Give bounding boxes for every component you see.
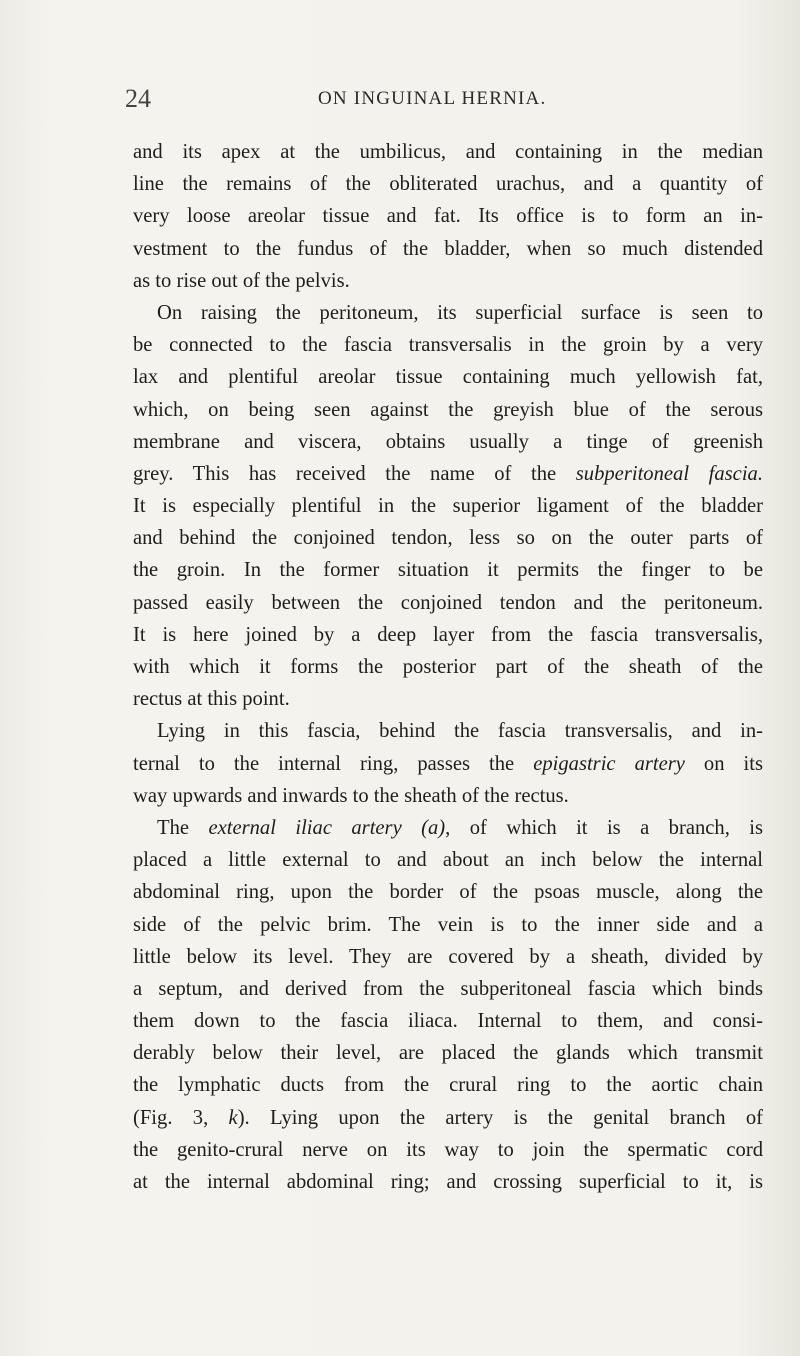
text-line: side of the pelvic brim. The vein is to the inner side and a [133, 913, 763, 936]
text-line: which, on being seen against the greyish blue of the serous [133, 398, 763, 421]
text-line: placed a little external to and about an inch below the internal [133, 849, 763, 872]
running-head: ON INGUINAL HERNIA. [318, 88, 547, 109]
text-line: be connected to the fascia transversalis in the groin by a very [133, 334, 763, 357]
text-line: very loose areolar tissue and fat. Its office is to form an in- [133, 205, 763, 228]
text-line: lax and plentiful areolar tissue containing much yellowish fat, [133, 366, 763, 389]
italic-figure-ref-k: k [228, 1106, 238, 1129]
page-number: 24 [125, 84, 151, 113]
text-line-mixed [133, 748, 763, 780]
text-line: On raising the peritoneum, its superficial surface is seen to [157, 301, 763, 324]
text-line: with which it forms the posterior part of the sheath of the [133, 656, 763, 678]
text-segment: ). Lying upon the artery is the genital branch of [237, 1106, 763, 1129]
text-segment: grey. This has received the name of the [133, 462, 576, 485]
text-line: a septum, and derived from the subperitoneal fascia which binds [133, 977, 763, 1000]
italic-term-external-iliac-artery: external iliac artery [208, 816, 402, 839]
text-line: and its apex at the umbilicus, and containing in the median [133, 141, 763, 163]
text-line: vestment to the fundus of the bladder, when so much distended [133, 237, 763, 260]
text-line-mixed [133, 458, 763, 490]
text-line: derably below their level, are placed the glands which transmit [133, 1042, 763, 1065]
text-segment: ternal to the internal ring, passes the [133, 752, 534, 775]
text-segment: , of which it is a branch, is [445, 816, 764, 839]
italic-figure-ref-a: (a) [421, 816, 446, 839]
text-line-mixed [133, 812, 763, 844]
text-line: at the internal abdominal ring; and crossing superficial to it, is [133, 1171, 763, 1193]
text-line: the groin. In the former situation it permits the finger to be [133, 559, 763, 582]
page-header [125, 84, 765, 120]
text-line: line the remains of the obliterated urachus, and a quantity of [133, 173, 763, 196]
text-line: Lying in this fascia, behind the fascia transversalis, and in- [157, 720, 763, 743]
text-line: It is especially plentiful in the superior ligament of the bladder [133, 495, 763, 518]
text-line: way upwards and inwards to the sheath of the rectus. [133, 784, 569, 807]
text-line: the genito-crural nerve on its way to join the spermatic cord [133, 1138, 763, 1161]
italic-term-epigastric-artery: epigastric artery [533, 752, 685, 775]
text-line: abdominal ring, upon the border of the psoas muscle, along the [133, 881, 763, 904]
text-line: as to rise out of the pelvis. [133, 269, 350, 292]
text-line: passed easily between the conjoined tendon and the peritoneum. [133, 591, 763, 614]
text-line: them down to the fascia iliaca. Internal to them, and consi- [133, 1010, 763, 1033]
text-line: rectus at this point. [133, 688, 290, 711]
text-line: little below its level. They are covered by a sheath, divided by [133, 945, 763, 968]
text-line: membrane and viscera, obtains usually a tinge of greenish [133, 430, 763, 453]
body-text [133, 136, 763, 1198]
text-line: the lymphatic ducts from the crural ring to the aortic chain [133, 1074, 763, 1097]
text-line: It is here joined by a deep layer from the fascia transversalis, [133, 623, 763, 646]
text-segment: The [157, 816, 209, 839]
italic-term-subperitoneal-fascia: subperitoneal fascia. [575, 462, 763, 485]
text-line-mixed [133, 1102, 763, 1134]
text-segment: (Fig. 3, [133, 1106, 229, 1129]
text-line: and behind the conjoined tendon, less so on the outer parts of [133, 527, 763, 550]
text-segment: on its [684, 752, 763, 775]
